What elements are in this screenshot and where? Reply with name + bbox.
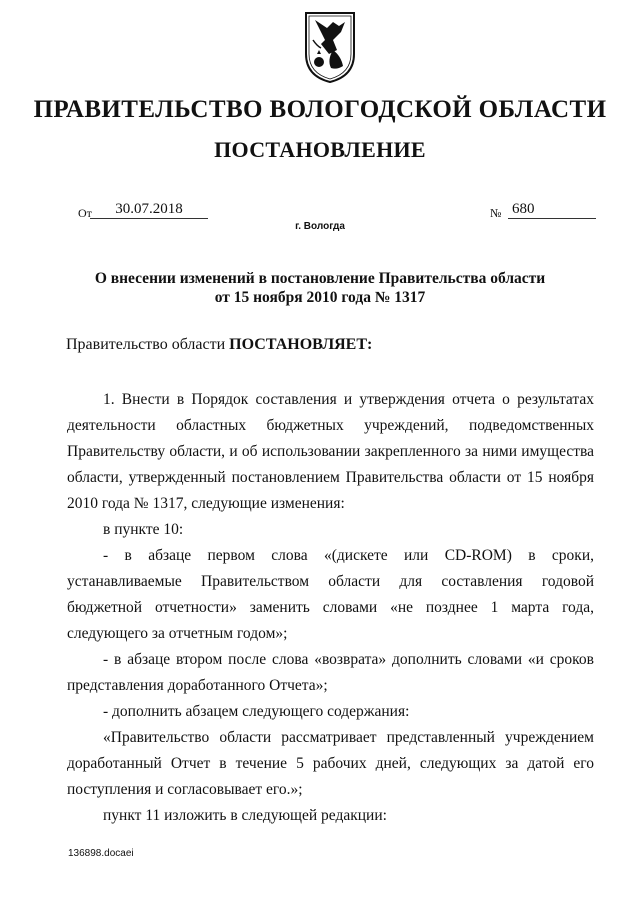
- paragraph-5: - дополнить абзацем следующего содержания:: [103, 703, 410, 720]
- document-body: [67, 387, 594, 829]
- paragraph-2: в пункте 10:: [103, 521, 184, 538]
- subject-line-2: от 15 ноября 2010 года № 1317: [214, 289, 426, 306]
- paragraph-1: 1. Внести в Порядок составления и утверждения отчета о результатах деятельности областных бюджетных учреждений, подведомственных Правительству области, и об использовании закрепленного за ними имущества области, утвержденный постановлением Правительства области от 15 ноября 2010 года № 1317, следующие изменения:: [67, 391, 594, 512]
- paragraph-3: - в абзаце первом слова «(дискете или CD-ROM) в сроки, устанавливаемые Правительством области для составления годовой бюджетной отчетности» заменить словами «не позднее 1 марта года, следующего за отчетным годом»;: [67, 547, 594, 642]
- paragraph-6: «Правительство области рассматривает представленный учреждением доработанный Отчет в течение 5 рабочих дней, следующих за датой его поступления и согласовывает его.»;: [67, 729, 594, 798]
- date-prefix: От: [78, 206, 92, 220]
- preamble: [66, 336, 372, 354]
- subject-line-1: О внесении изменений в постановление Правительства области: [94, 270, 546, 287]
- document-city: г. Вологда: [295, 221, 345, 232]
- paragraph-4: - в абзаце втором после слова «возврата» дополнить словами «и сроков представления доработанного Отчета»;: [67, 651, 594, 694]
- paragraph-7: пункт 11 изложить в следующей редакции:: [103, 807, 387, 824]
- number-prefix: №: [490, 206, 502, 220]
- coat-of-arms-icon: [303, 10, 357, 84]
- document-type: ПОСТАНОВЛЕНИЕ: [214, 137, 426, 162]
- document-number: 680: [508, 201, 596, 219]
- preamble-text: Правительство области: [66, 336, 226, 353]
- document-date: 30.07.2018: [90, 201, 208, 219]
- footer-file-code: 136898.docaei: [68, 848, 134, 859]
- government-title: ПРАВИТЕЛЬСТВО ВОЛОГОДСКОЙ ОБЛАСТИ: [33, 96, 607, 123]
- document-subject: [60, 269, 580, 307]
- preamble-resolution: ПОСТАНОВЛЯЕТ:: [229, 336, 373, 353]
